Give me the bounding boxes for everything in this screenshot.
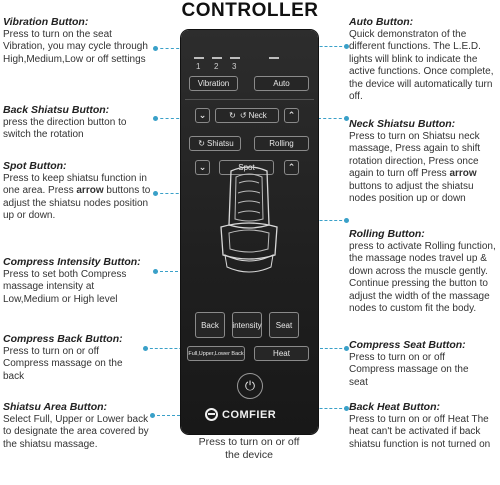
rotate-icon: ↻ bbox=[229, 111, 236, 120]
arrow-up-icon: ⌃ bbox=[287, 110, 296, 120]
arrow-down-icon: ⌄ bbox=[198, 110, 207, 120]
connector-dot bbox=[150, 413, 155, 418]
note-back-shiatsu bbox=[3, 104, 153, 142]
power-button[interactable] bbox=[237, 373, 263, 399]
note-compress-intensity-head: Compress Intensity Button: bbox=[3, 256, 141, 268]
note-compress-seat-body: Press to turn on or off Compress massage on the seat bbox=[349, 351, 469, 388]
shiatsu-button[interactable] bbox=[189, 136, 241, 151]
shiatsu-area-button[interactable]: Full,Upper,Lower Back bbox=[187, 346, 245, 361]
auto-button[interactable]: Auto bbox=[254, 76, 309, 91]
led-3 bbox=[230, 57, 240, 59]
note-neck-shiatsu-body-pre: Press to turn on Shiatsu neck massage, Press again to shift rotation direction, Press once again to turn off Press bbox=[349, 130, 481, 179]
note-compress-intensity bbox=[3, 256, 153, 306]
spot-button[interactable]: Spot bbox=[219, 160, 274, 175]
note-power bbox=[194, 436, 304, 462]
power-icon: ⏻ bbox=[244, 378, 256, 393]
neck-down-button[interactable] bbox=[195, 108, 210, 123]
rolling-button[interactable]: Rolling bbox=[254, 136, 309, 151]
note-spot-body-pre: Press to keep shiatsu function in one area. Press bbox=[3, 172, 147, 196]
arrow-down-icon: ⌄ bbox=[198, 162, 207, 172]
connector-dot bbox=[344, 218, 349, 223]
connector-dot bbox=[344, 116, 349, 121]
note-rolling-body: press to activate Rolling function, the massage nodes travel up & down across the muscle gently. Continue pressing the button to adjust the width of the massage nodes to custom fit the body. bbox=[349, 240, 496, 314]
note-spot-head: Spot Button: bbox=[3, 160, 67, 172]
note-vibration bbox=[3, 16, 155, 66]
note-rolling-head: Rolling Button: bbox=[349, 228, 425, 240]
connector-dot bbox=[153, 269, 158, 274]
note-auto-body: Quick demonstraton of the different functions. The L.E.D. lights will blink to indicate the active functions. Once complete, the device will automatically turn off. bbox=[349, 28, 494, 102]
page-title: CONTROLLER bbox=[181, 0, 319, 21]
note-compress-intensity-body: Press to set both Compress massage intensity at Low,Medium or High level bbox=[3, 268, 127, 305]
intensity-button[interactable]: intensity bbox=[232, 312, 262, 338]
seat-button[interactable]: Seat bbox=[269, 312, 299, 338]
note-shiatsu-area-body: Select Full, Upper or Lower back to designate the area covered by the shiatsu massage. bbox=[3, 413, 149, 450]
connector-dot bbox=[153, 46, 158, 51]
note-power-body: Press to turn on or off the device bbox=[198, 436, 300, 461]
connector-dot bbox=[344, 44, 349, 49]
note-back-shiatsu-body: press the direction button to switch the rotation bbox=[3, 116, 127, 140]
comfier-logo-icon bbox=[205, 408, 218, 421]
note-compress-back-head: Compress Back Button: bbox=[3, 333, 123, 345]
divider bbox=[185, 99, 314, 100]
note-spot-body-post: buttons to adjust the shiatsu nodes position up or down. bbox=[3, 185, 151, 221]
connector-dot bbox=[344, 406, 349, 411]
brand-logo bbox=[205, 408, 295, 421]
remote-controller bbox=[181, 30, 318, 434]
note-neck-shiatsu-keyword: arrow bbox=[449, 168, 477, 179]
neck-label: Neck bbox=[248, 111, 267, 120]
note-back-shiatsu-head: Back Shiatsu Button: bbox=[3, 104, 110, 116]
led-auto bbox=[269, 57, 279, 59]
back-button[interactable]: Back bbox=[195, 312, 225, 338]
chair-icon bbox=[209, 163, 289, 287]
led-label-1: 1 bbox=[196, 62, 201, 71]
note-back-heat-body: Press to turn on or off Heat The heat can't be activated if back shiatsu function is not turned on bbox=[349, 413, 491, 450]
led-2 bbox=[212, 57, 222, 59]
heat-button[interactable]: Heat bbox=[254, 346, 309, 361]
rotate-icon: ↺ bbox=[239, 111, 247, 120]
note-neck-shiatsu-head: Neck Shiatsu Button: bbox=[349, 118, 456, 130]
note-rolling bbox=[349, 228, 499, 316]
note-compress-back-body: Press to turn on or off Compress massage on the back bbox=[3, 345, 123, 382]
connector-dot bbox=[153, 116, 158, 121]
led-label-2: 2 bbox=[214, 62, 219, 71]
note-neck-shiatsu-body-post: buttons to adjust the shiatsu nodes position up or down bbox=[349, 180, 474, 204]
note-vibration-body: Press to turn on the seat Vibration, you may cycle through High,Medium,Low or off settings bbox=[3, 28, 148, 65]
shiatsu-label: Shiatsu bbox=[207, 139, 234, 148]
led-label-3: 3 bbox=[232, 62, 237, 71]
connector-dot bbox=[143, 346, 148, 351]
note-spot-keyword: arrow bbox=[76, 185, 104, 196]
vibration-button[interactable]: Vibration bbox=[189, 76, 238, 91]
note-auto-head: Auto Button: bbox=[349, 16, 414, 28]
spot-down-button[interactable] bbox=[195, 160, 210, 175]
note-auto bbox=[349, 16, 499, 104]
rotate-icon: ↻ bbox=[198, 139, 205, 148]
note-compress-seat bbox=[349, 339, 489, 389]
led-1 bbox=[194, 57, 204, 59]
note-compress-seat-head: Compress Seat Button: bbox=[349, 339, 466, 351]
connector-dot bbox=[153, 191, 158, 196]
note-back-heat-head: Back Heat Button: bbox=[349, 401, 441, 413]
note-compress-back bbox=[3, 333, 143, 383]
note-spot bbox=[3, 160, 155, 223]
brand-name: COMFIER bbox=[222, 408, 277, 421]
note-vibration-head: Vibration Button: bbox=[3, 16, 89, 28]
note-shiatsu-area-head: Shiatsu Area Button: bbox=[3, 401, 108, 413]
neck-up-button[interactable] bbox=[284, 108, 299, 123]
note-back-heat bbox=[349, 401, 499, 451]
note-shiatsu-area bbox=[3, 401, 151, 451]
arrow-up-icon: ⌃ bbox=[287, 162, 296, 172]
note-neck-shiatsu bbox=[349, 118, 499, 206]
connector-dot bbox=[344, 346, 349, 351]
neck-button[interactable] bbox=[215, 108, 279, 123]
